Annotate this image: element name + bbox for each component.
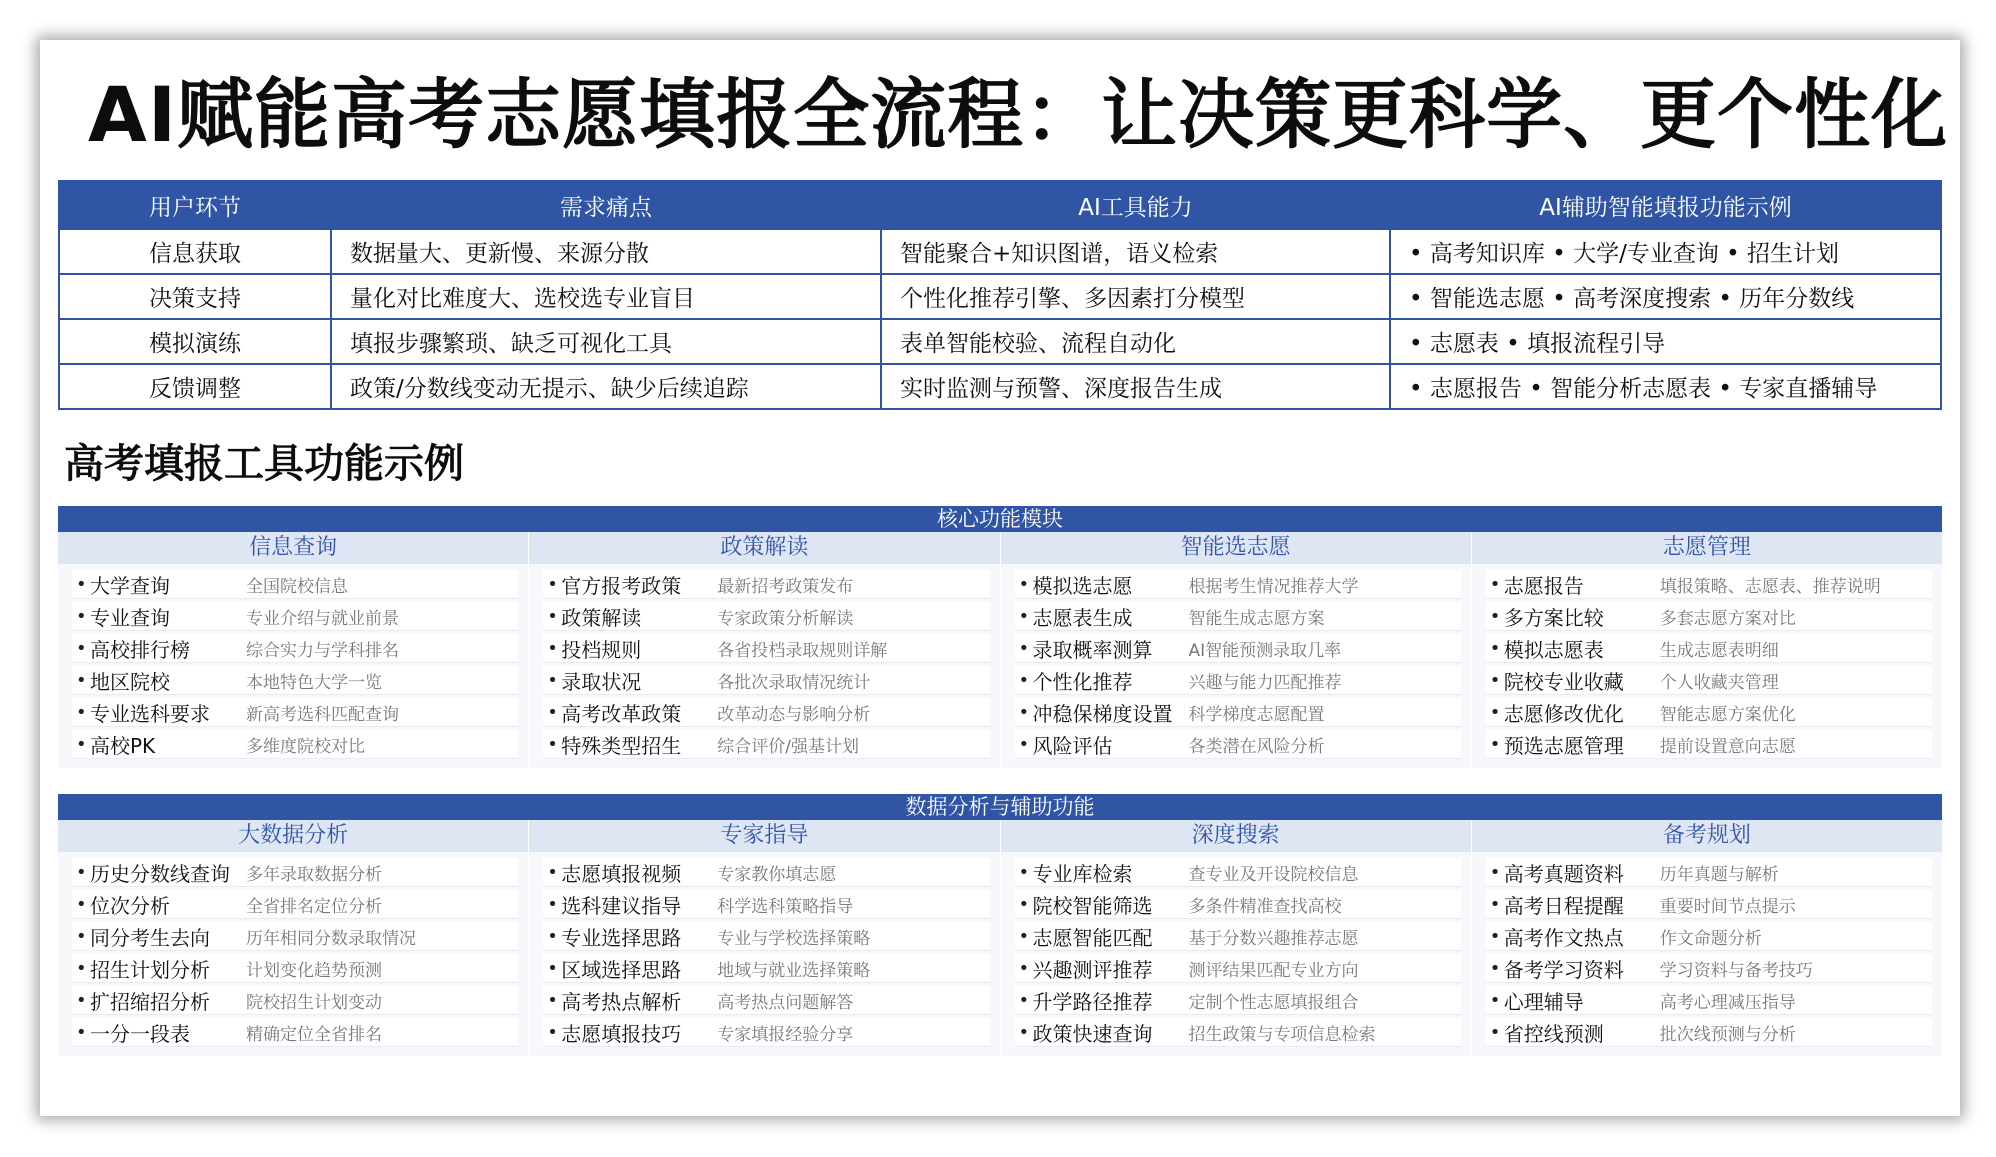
bullet-icon: • xyxy=(1489,957,1501,979)
item-name: 大学查询 xyxy=(90,573,170,598)
item-name: 升学路径推荐 xyxy=(1032,989,1153,1014)
column-items xyxy=(1001,564,1471,768)
bullet-icon: • xyxy=(547,989,558,1011)
item-name: 模拟选志愿 xyxy=(1032,573,1133,598)
item-description: 查专业及开设院校信息 xyxy=(1188,864,1359,885)
item-description: 生成志愿表明细 xyxy=(1659,640,1779,661)
item-name: 政策快速查询 xyxy=(1032,1021,1153,1046)
list-item[interactable] xyxy=(1015,602,1461,631)
item-description: 全国院校信息 xyxy=(246,576,348,597)
item-name: 模拟志愿表 xyxy=(1503,637,1604,662)
item-name: 专业库检索 xyxy=(1032,861,1133,886)
item-name: 官方报考政策 xyxy=(561,573,682,598)
item-name: 扩招缩招分析 xyxy=(90,989,210,1014)
item-description: 专家政策分析解读 xyxy=(717,608,854,629)
column-items xyxy=(529,852,999,1056)
item-name: 历史分数线查询 xyxy=(90,861,230,886)
bullet-icon: • xyxy=(1489,861,1501,883)
list-item[interactable] xyxy=(72,890,518,919)
item-name: 录取状况 xyxy=(561,669,642,694)
list-item[interactable] xyxy=(543,858,989,887)
feature-example-cell: • 智能选志愿 • 高考深度搜索 • 历年分数线 xyxy=(1390,274,1941,319)
bullet-icon: • xyxy=(76,605,87,627)
list-item[interactable] xyxy=(1486,1018,1932,1047)
bullet-icon: • xyxy=(1018,861,1030,883)
stage-cell: 信息获取 xyxy=(59,229,331,274)
item-name: 志愿修改优化 xyxy=(1503,701,1624,726)
item-description: 智能志愿方案优化 xyxy=(1659,704,1796,725)
column-items xyxy=(58,852,528,1056)
table-row xyxy=(59,229,1941,274)
list-item[interactable] xyxy=(1015,666,1461,695)
item-description: 各类潜在风险分析 xyxy=(1188,736,1325,757)
pain-point-cell: 数据量大、更新慢、来源分散 xyxy=(331,229,881,274)
bullet-icon: • xyxy=(76,1021,87,1043)
list-item[interactable] xyxy=(72,954,518,983)
function-column xyxy=(529,532,1000,768)
item-description: 专业与学校选择策略 xyxy=(717,928,871,949)
bullet-icon: • xyxy=(547,733,558,755)
item-description: 基于分数兴趣推荐志愿 xyxy=(1188,928,1359,949)
column-title: 专家指导 xyxy=(529,820,999,852)
column-title: 智能选志愿 xyxy=(1001,532,1471,564)
item-description: 历年相同分数录取情况 xyxy=(246,928,416,949)
list-item[interactable] xyxy=(543,954,989,983)
list-item[interactable] xyxy=(1015,1018,1461,1047)
item-description: 作文命题分析 xyxy=(1659,928,1762,949)
list-item[interactable] xyxy=(1015,570,1461,599)
list-item[interactable] xyxy=(543,634,989,663)
bullet-icon: • xyxy=(1489,893,1501,915)
item-name: 院校智能筛选 xyxy=(1032,893,1153,918)
item-description: 智能生成志愿方案 xyxy=(1188,608,1325,629)
column-title: 备考规划 xyxy=(1472,820,1942,852)
item-description: 院校招生计划变动 xyxy=(246,992,382,1013)
item-name: 心理辅导 xyxy=(1503,989,1584,1014)
ai-capability-cell: 实时监测与预警、深度报告生成 xyxy=(881,364,1390,409)
list-item[interactable] xyxy=(72,634,518,663)
bullet-icon: • xyxy=(1018,701,1030,723)
item-description: 学习资料与备考技巧 xyxy=(1659,960,1813,981)
list-item[interactable] xyxy=(1486,730,1932,759)
item-name: 志愿填报视频 xyxy=(561,861,682,886)
list-item[interactable] xyxy=(1486,634,1932,663)
item-name: 选科建议指导 xyxy=(561,893,682,918)
panel-heading: 核心功能模块 xyxy=(58,506,1942,532)
stage-cell: 决策支持 xyxy=(59,274,331,319)
function-column xyxy=(1001,532,1472,768)
bullet-icon: • xyxy=(547,1021,558,1043)
list-item[interactable] xyxy=(72,986,518,1015)
column-items xyxy=(1472,564,1942,768)
overview-header-row xyxy=(59,181,1941,229)
item-description: 综合实力与学科排名 xyxy=(246,640,399,661)
item-name: 高校排行榜 xyxy=(90,637,190,662)
list-item[interactable] xyxy=(72,922,518,951)
list-item[interactable] xyxy=(1486,858,1932,887)
item-description: 最新招考政策发布 xyxy=(717,576,854,597)
list-item[interactable] xyxy=(72,570,518,599)
bullet-icon: • xyxy=(76,989,87,1011)
item-name: 录取概率测算 xyxy=(1032,637,1153,662)
overview-header-cell: AI工具能力 xyxy=(881,181,1390,229)
core-functions-panel xyxy=(58,506,1942,768)
item-name: 地区院校 xyxy=(90,669,170,694)
item-description: 历年真题与解析 xyxy=(1659,864,1779,885)
item-description: 各批次录取情况统计 xyxy=(717,672,871,693)
bullet-icon: • xyxy=(547,861,558,883)
item-name: 位次分析 xyxy=(90,893,170,918)
bullet-icon: • xyxy=(76,637,87,659)
item-name: 特殊类型招生 xyxy=(561,733,682,758)
item-name: 一分一段表 xyxy=(90,1021,190,1046)
bullet-icon: • xyxy=(1018,989,1030,1011)
feature-example-cell: • 志愿报告 • 智能分析志愿表 • 专家直播辅导 xyxy=(1390,364,1941,409)
item-name: 专业查询 xyxy=(90,605,170,630)
list-item[interactable] xyxy=(1486,890,1932,919)
list-item[interactable] xyxy=(543,570,989,599)
bullet-icon: • xyxy=(547,893,558,915)
list-item[interactable] xyxy=(1486,698,1932,727)
item-name: 预选志愿管理 xyxy=(1503,733,1624,758)
bullet-icon: • xyxy=(1018,1021,1030,1043)
stage-cell: 反馈调整 xyxy=(59,364,331,409)
item-name: 高考日程提醒 xyxy=(1503,893,1624,918)
item-description: 招生政策与专项信息检索 xyxy=(1188,1024,1376,1045)
item-description: 兴趣与能力匹配推荐 xyxy=(1188,672,1342,693)
column-title: 志愿管理 xyxy=(1472,532,1942,564)
pain-point-cell: 填报步骤繁琐、缺乏可视化工具 xyxy=(331,319,881,364)
item-name: 风险评估 xyxy=(1032,733,1113,758)
page-title: AI赋能高考志愿填报全流程：让决策更科学、更个性化 xyxy=(88,70,1949,159)
list-item[interactable] xyxy=(1486,922,1932,951)
list-item[interactable] xyxy=(543,1018,989,1047)
column-title: 深度搜索 xyxy=(1001,820,1471,852)
bullet-icon: • xyxy=(1018,669,1030,691)
list-item[interactable] xyxy=(1486,986,1932,1015)
item-description: 高考心理减压指导 xyxy=(1659,992,1796,1013)
list-item[interactable] xyxy=(543,890,989,919)
item-name: 同分考生去向 xyxy=(90,925,210,950)
column-items xyxy=(1472,852,1942,1056)
item-description: 重要时间节点提示 xyxy=(1659,896,1796,917)
bullet-icon: • xyxy=(76,573,87,595)
bullet-icon: • xyxy=(547,925,558,947)
list-item[interactable] xyxy=(72,730,518,759)
bullet-icon: • xyxy=(76,957,87,979)
ai-capability-cell: 智能聚合+知识图谱，语义检索 xyxy=(881,229,1390,274)
bullet-icon: • xyxy=(1489,637,1501,659)
item-name: 招生计划分析 xyxy=(90,957,210,982)
item-name: 高考真题资料 xyxy=(1503,861,1624,886)
bullet-icon: • xyxy=(547,573,558,595)
pain-point-cell: 政策/分数线变动无提示、缺少后续追踪 xyxy=(331,364,881,409)
panel-heading: 数据分析与辅助功能 xyxy=(58,794,1942,820)
item-name: 冲稳保梯度设置 xyxy=(1032,701,1173,726)
feature-example-cell: • 志愿表 • 填报流程引导 xyxy=(1390,319,1941,364)
item-name: 志愿表生成 xyxy=(1032,605,1133,630)
list-item[interactable] xyxy=(72,1018,518,1047)
item-description: 多年录取数据分析 xyxy=(246,864,382,885)
item-name: 备考学习资料 xyxy=(1503,957,1624,982)
item-name: 省控线预测 xyxy=(1503,1021,1604,1046)
ai-capability-cell: 个性化推荐引擎、多因素打分模型 xyxy=(881,274,1390,319)
function-column xyxy=(58,820,529,1056)
list-item[interactable] xyxy=(543,698,989,727)
function-column xyxy=(1472,820,1942,1056)
slide xyxy=(40,40,1960,1116)
list-item[interactable] xyxy=(543,602,989,631)
list-item[interactable] xyxy=(1015,698,1461,727)
column-title: 大数据分析 xyxy=(58,820,528,852)
overview-table xyxy=(58,180,1942,410)
function-column xyxy=(1472,532,1942,768)
list-item[interactable] xyxy=(1015,986,1461,1015)
item-description: 多套志愿方案对比 xyxy=(1659,608,1796,629)
bullet-icon: • xyxy=(76,861,87,883)
item-name: 政策解读 xyxy=(561,605,642,630)
stage-cell: 模拟演练 xyxy=(59,319,331,364)
list-item[interactable] xyxy=(1486,666,1932,695)
item-description: 改革动态与影响分析 xyxy=(717,704,871,725)
item-description: 批次线预测与分析 xyxy=(1659,1024,1796,1045)
pain-point-cell: 量化对比难度大、选校选专业盲目 xyxy=(331,274,881,319)
item-description: 全省排名定位分析 xyxy=(246,896,382,917)
item-description: 定制个性志愿填报组合 xyxy=(1188,992,1359,1013)
bullet-icon: • xyxy=(1018,637,1030,659)
bullet-icon: • xyxy=(547,669,558,691)
list-item[interactable] xyxy=(1486,570,1932,599)
item-description: 综合评价/强基计划 xyxy=(717,736,859,757)
bullet-icon: • xyxy=(76,733,87,755)
bullet-icon: • xyxy=(1489,925,1501,947)
overview-header-cell: AI辅助智能填报功能示例 xyxy=(1390,181,1941,229)
item-description: 本地特色大学一览 xyxy=(246,672,382,693)
column-title: 信息查询 xyxy=(58,532,528,564)
item-description: 各省投档录取规则详解 xyxy=(717,640,888,661)
list-item[interactable] xyxy=(1015,858,1461,887)
list-item[interactable] xyxy=(1486,954,1932,983)
column-items xyxy=(529,564,999,768)
item-description: 测评结果匹配专业方向 xyxy=(1188,960,1359,981)
bullet-icon: • xyxy=(1489,989,1501,1011)
item-description: 根据考生情况推荐大学 xyxy=(1188,576,1359,597)
section-subtitle: 高考填报工具功能示例 xyxy=(64,441,464,487)
item-description: 精确定位全省排名 xyxy=(246,1024,382,1045)
item-description: 专家填报经验分享 xyxy=(717,1024,854,1045)
bullet-icon: • xyxy=(76,893,87,915)
bullet-icon: • xyxy=(76,925,87,947)
panel-columns xyxy=(58,820,1942,1056)
item-description: 科学选科策略指导 xyxy=(717,896,854,917)
item-description: 高考热点问题解答 xyxy=(717,992,854,1013)
list-item[interactable] xyxy=(1015,890,1461,919)
bullet-icon: • xyxy=(547,957,558,979)
list-item[interactable] xyxy=(543,986,989,1015)
list-item[interactable] xyxy=(1015,730,1461,759)
list-item[interactable] xyxy=(1015,922,1461,951)
item-description: 地域与就业选择策略 xyxy=(717,960,871,981)
item-name: 区域选择思路 xyxy=(561,957,682,982)
list-item[interactable] xyxy=(1015,634,1461,663)
bullet-icon: • xyxy=(1489,573,1501,595)
item-name: 专业选择思路 xyxy=(561,925,682,950)
function-column xyxy=(529,820,1000,1056)
list-item[interactable] xyxy=(543,922,989,951)
bullet-icon: • xyxy=(76,669,87,691)
column-title: 政策解读 xyxy=(529,532,999,564)
ai-capability-cell: 表单智能校验、流程自动化 xyxy=(881,319,1390,364)
list-item[interactable] xyxy=(72,698,518,727)
item-description: 多条件精准查找高校 xyxy=(1188,896,1342,917)
item-name: 高考热点解析 xyxy=(561,989,682,1014)
column-items xyxy=(1001,852,1471,1056)
item-name: 院校专业收藏 xyxy=(1503,669,1624,694)
bullet-icon: • xyxy=(1018,957,1030,979)
item-description: 提前设置意向志愿 xyxy=(1659,736,1796,757)
list-item[interactable] xyxy=(72,858,518,887)
item-description: AI智能预测录取几率 xyxy=(1188,640,1342,661)
bullet-icon: • xyxy=(1018,733,1030,755)
table-row xyxy=(59,319,1941,364)
item-description: 计划变化趋势预测 xyxy=(246,960,382,981)
bullet-icon: • xyxy=(1489,733,1501,755)
bullet-icon: • xyxy=(547,637,558,659)
bullet-icon: • xyxy=(1018,893,1030,915)
bullet-icon: • xyxy=(1018,605,1030,627)
table-row xyxy=(59,274,1941,319)
list-item[interactable] xyxy=(72,602,518,631)
list-item[interactable] xyxy=(72,666,518,695)
item-description: 填报策略、志愿表、推荐说明 xyxy=(1659,576,1881,597)
item-name: 志愿智能匹配 xyxy=(1032,925,1153,950)
bullet-icon: • xyxy=(1489,669,1501,691)
item-name: 高考作文热点 xyxy=(1503,925,1624,950)
overview-header-cell: 用户环节 xyxy=(59,181,331,229)
item-name: 高考改革政策 xyxy=(561,701,682,726)
list-item[interactable] xyxy=(1015,954,1461,983)
panel-columns xyxy=(58,532,1942,768)
bullet-icon: • xyxy=(1489,605,1501,627)
function-column xyxy=(58,532,529,768)
list-item[interactable] xyxy=(543,666,989,695)
item-name: 高校PK xyxy=(90,733,156,758)
column-items xyxy=(58,564,528,768)
item-description: 多维度院校对比 xyxy=(246,736,365,757)
overview-header-cell: 需求痛点 xyxy=(331,181,881,229)
bullet-icon: • xyxy=(76,701,87,723)
item-name: 专业选科要求 xyxy=(90,701,210,726)
bullet-icon: • xyxy=(547,605,558,627)
bullet-icon: • xyxy=(1489,1021,1501,1043)
data-analysis-panel xyxy=(58,794,1942,1056)
item-description: 专家教你填志愿 xyxy=(717,864,837,885)
item-name: 多方案比较 xyxy=(1503,605,1604,630)
item-description: 个人收藏夹管理 xyxy=(1659,672,1779,693)
item-name: 投档规则 xyxy=(561,637,642,662)
function-column xyxy=(1001,820,1472,1056)
bullet-icon: • xyxy=(1489,701,1501,723)
list-item[interactable] xyxy=(1486,602,1932,631)
bullet-icon: • xyxy=(547,701,558,723)
list-item[interactable] xyxy=(543,730,989,759)
bullet-icon: • xyxy=(1018,573,1030,595)
feature-example-cell: • 高考知识库 • 大学/专业查询 • 招生计划 xyxy=(1390,229,1941,274)
item-name: 个性化推荐 xyxy=(1032,669,1133,694)
item-name: 兴趣测评推荐 xyxy=(1032,957,1153,982)
bullet-icon: • xyxy=(1018,925,1030,947)
item-name: 志愿报告 xyxy=(1503,573,1584,598)
item-description: 专业介绍与就业前景 xyxy=(246,608,399,629)
table-row xyxy=(59,364,1941,409)
item-name: 志愿填报技巧 xyxy=(561,1021,682,1046)
item-description: 科学梯度志愿配置 xyxy=(1188,704,1325,725)
item-description: 新高考选科匹配查询 xyxy=(246,704,399,725)
